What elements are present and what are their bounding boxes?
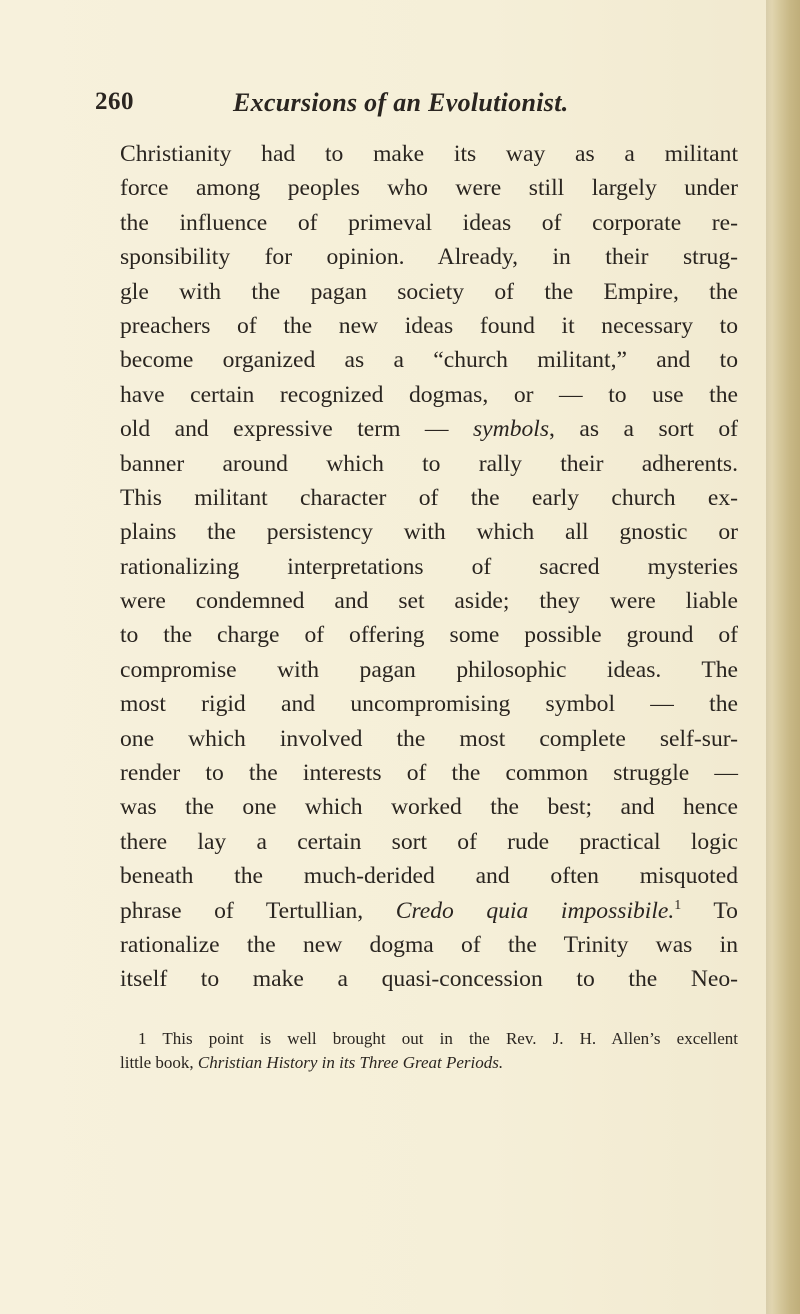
text-line: rationalizing interpretations of sacred mysteries xyxy=(120,553,738,580)
text-line: have certain recognized dogmas, or — to use the xyxy=(120,381,738,408)
text-line: one which involved the most complete self-sur- xyxy=(120,725,738,752)
text-segment: old and expressive term — xyxy=(120,416,473,443)
text-line: there lay a certain sort of rude practical logic xyxy=(120,828,738,855)
text-line: compromise with pagan philosophic ideas. The xyxy=(120,656,738,683)
text-line: beneath the much-derided and often misquoted xyxy=(120,863,738,890)
footnote-line xyxy=(120,1027,738,1051)
body-text xyxy=(120,137,738,997)
running-head: Excursions of an Evolutionist. xyxy=(233,88,569,117)
footnote xyxy=(120,1027,738,1075)
footnote-ref[interactable]: 1 xyxy=(674,897,682,913)
text-line: the influence of primeval ideas of corporate re- xyxy=(120,209,738,236)
page-header xyxy=(95,88,735,128)
text-line: Christianity had to make its way as a militant xyxy=(120,141,738,167)
text-line: render to the interests of the common struggle — xyxy=(120,760,738,787)
text-line: This militant character of the early church ex- xyxy=(120,484,738,511)
page-number: 260 xyxy=(95,88,134,115)
footnote-line xyxy=(120,1051,738,1075)
italic-quote: Credo quia impossibile. xyxy=(395,897,675,924)
book-title: Christian History in its Three Great Periods. xyxy=(197,1053,504,1072)
text-line: were condemned and set aside; they were liable xyxy=(120,588,738,615)
text-line: to the charge of offering some possible ground of xyxy=(120,622,738,649)
text-line xyxy=(120,894,738,928)
text-segment: phrase of Tertullian, xyxy=(120,897,396,924)
text-line: become organized as a “church militant,” and to xyxy=(120,347,738,374)
text-line: gle with the pagan society of the Empire, the xyxy=(120,278,738,305)
text-line: preachers of the new ideas found it necessary to xyxy=(120,312,738,339)
page-edge xyxy=(766,0,800,1314)
text-line: rationalize the new dogma of the Trinity was in xyxy=(120,931,738,958)
text-segment: , as a sort of xyxy=(549,416,738,443)
text-line: sponsibility for opinion. Already, in their strug- xyxy=(120,244,738,271)
text-segment: To xyxy=(681,897,738,924)
footnote-text: This point is well brought out in the Rev. J. H. Allen’s excellent xyxy=(146,1029,738,1048)
text-line: force among peoples who were still largely under xyxy=(120,175,738,202)
footnote-marker: 1 xyxy=(138,1029,147,1048)
text-line: most rigid and uncompromising symbol — the xyxy=(120,691,738,718)
italic-term: symbols xyxy=(473,416,550,443)
footnote-text: little book, xyxy=(120,1053,198,1072)
text-line: was the one which worked the best; and hence xyxy=(120,794,738,821)
text-line: itself to make a quasi-concession to the Neo- xyxy=(120,966,738,993)
text-line xyxy=(120,412,738,446)
text-line: plains the persistency with which all gnostic or xyxy=(120,519,738,546)
text-line: banner around which to rally their adherents. xyxy=(120,450,738,477)
